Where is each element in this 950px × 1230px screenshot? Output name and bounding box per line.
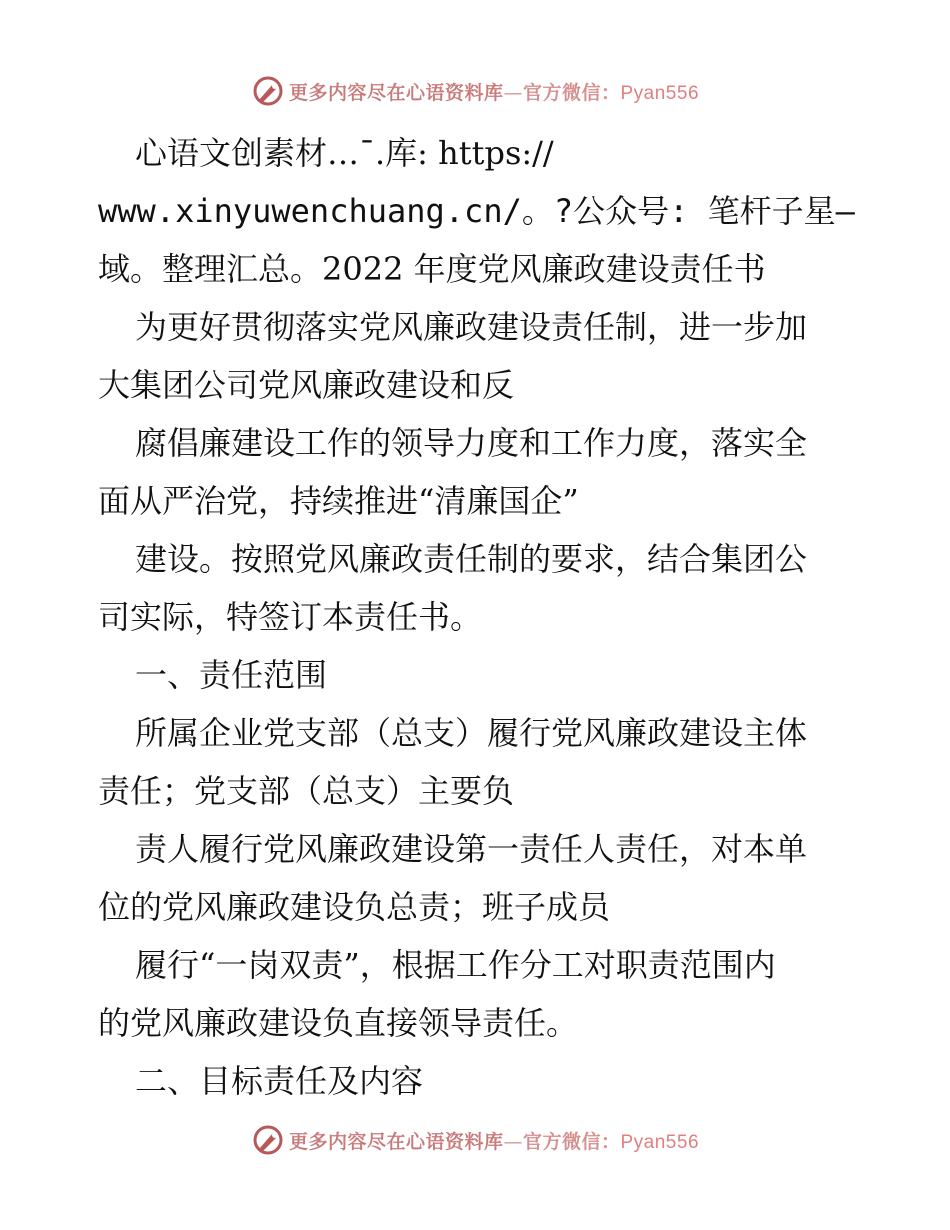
text-line: 履行“一岗双责”，根据工作分工对职责范围内 bbox=[135, 946, 776, 984]
text-line: 为更好贯彻落实党风廉政建设责任制，进一步加 bbox=[135, 308, 808, 346]
text-line: 所属企业党支部（总支）履行党风廉政建设主体 bbox=[135, 714, 808, 752]
banner-separator: — bbox=[503, 1130, 523, 1153]
text-line: www.xinyuwenchuang.cn/。?公众号: 笔杆子星— bbox=[98, 192, 855, 230]
document-body bbox=[98, 124, 868, 1110]
text-line: 责任；党支部（总支）主要负 bbox=[98, 772, 515, 810]
text-line: 的党风廉政建设负直接领导责任。 bbox=[98, 1004, 579, 1042]
banner-wechat-id: Pyan556 bbox=[620, 1131, 700, 1153]
section-heading: 二、目标责任及内容 bbox=[135, 1062, 424, 1100]
banner-wechat-label: 官方微信： bbox=[522, 1130, 621, 1153]
text-line: 腐倡廉建设工作的领导力度和工作力度，落实全 bbox=[135, 424, 808, 462]
text-line: 司实际，特签订本责任书。 bbox=[98, 598, 483, 636]
banner-brand: 更多内容尽在心语资料库 bbox=[288, 1130, 504, 1153]
banner-brand: 更多内容尽在心语资料库 bbox=[288, 81, 504, 104]
pen-seal-logo-icon bbox=[251, 74, 285, 108]
text-line: 面从严治党，持续推进“清廉国企” bbox=[98, 482, 579, 520]
banner-separator: — bbox=[503, 81, 523, 104]
header-banner bbox=[0, 71, 950, 111]
banner-wechat-label: 官方微信： bbox=[522, 81, 621, 104]
text-line: 位的党风廉政建设负总责；班子成员 bbox=[98, 888, 611, 926]
footer-banner bbox=[0, 1120, 950, 1160]
section-heading: 一、责任范围 bbox=[135, 656, 328, 694]
text-line: 大集团公司党风廉政建设和反 bbox=[98, 366, 515, 404]
banner-text bbox=[289, 78, 699, 105]
banner-text bbox=[289, 1127, 699, 1154]
banner-wechat-id: Pyan556 bbox=[620, 82, 700, 104]
pen-seal-logo-icon bbox=[251, 1123, 285, 1157]
text-line: 责人履行党风廉政建设第一责任人责任，对本单 bbox=[135, 830, 808, 868]
text-line: 心语文创素材…¯.库: https:// bbox=[135, 134, 554, 172]
text-line: 建设。按照党风廉政责任制的要求，结合集团公 bbox=[135, 540, 808, 578]
text-line: 域。整理汇总。2022 年度党风廉政建设责任书 bbox=[98, 250, 766, 288]
